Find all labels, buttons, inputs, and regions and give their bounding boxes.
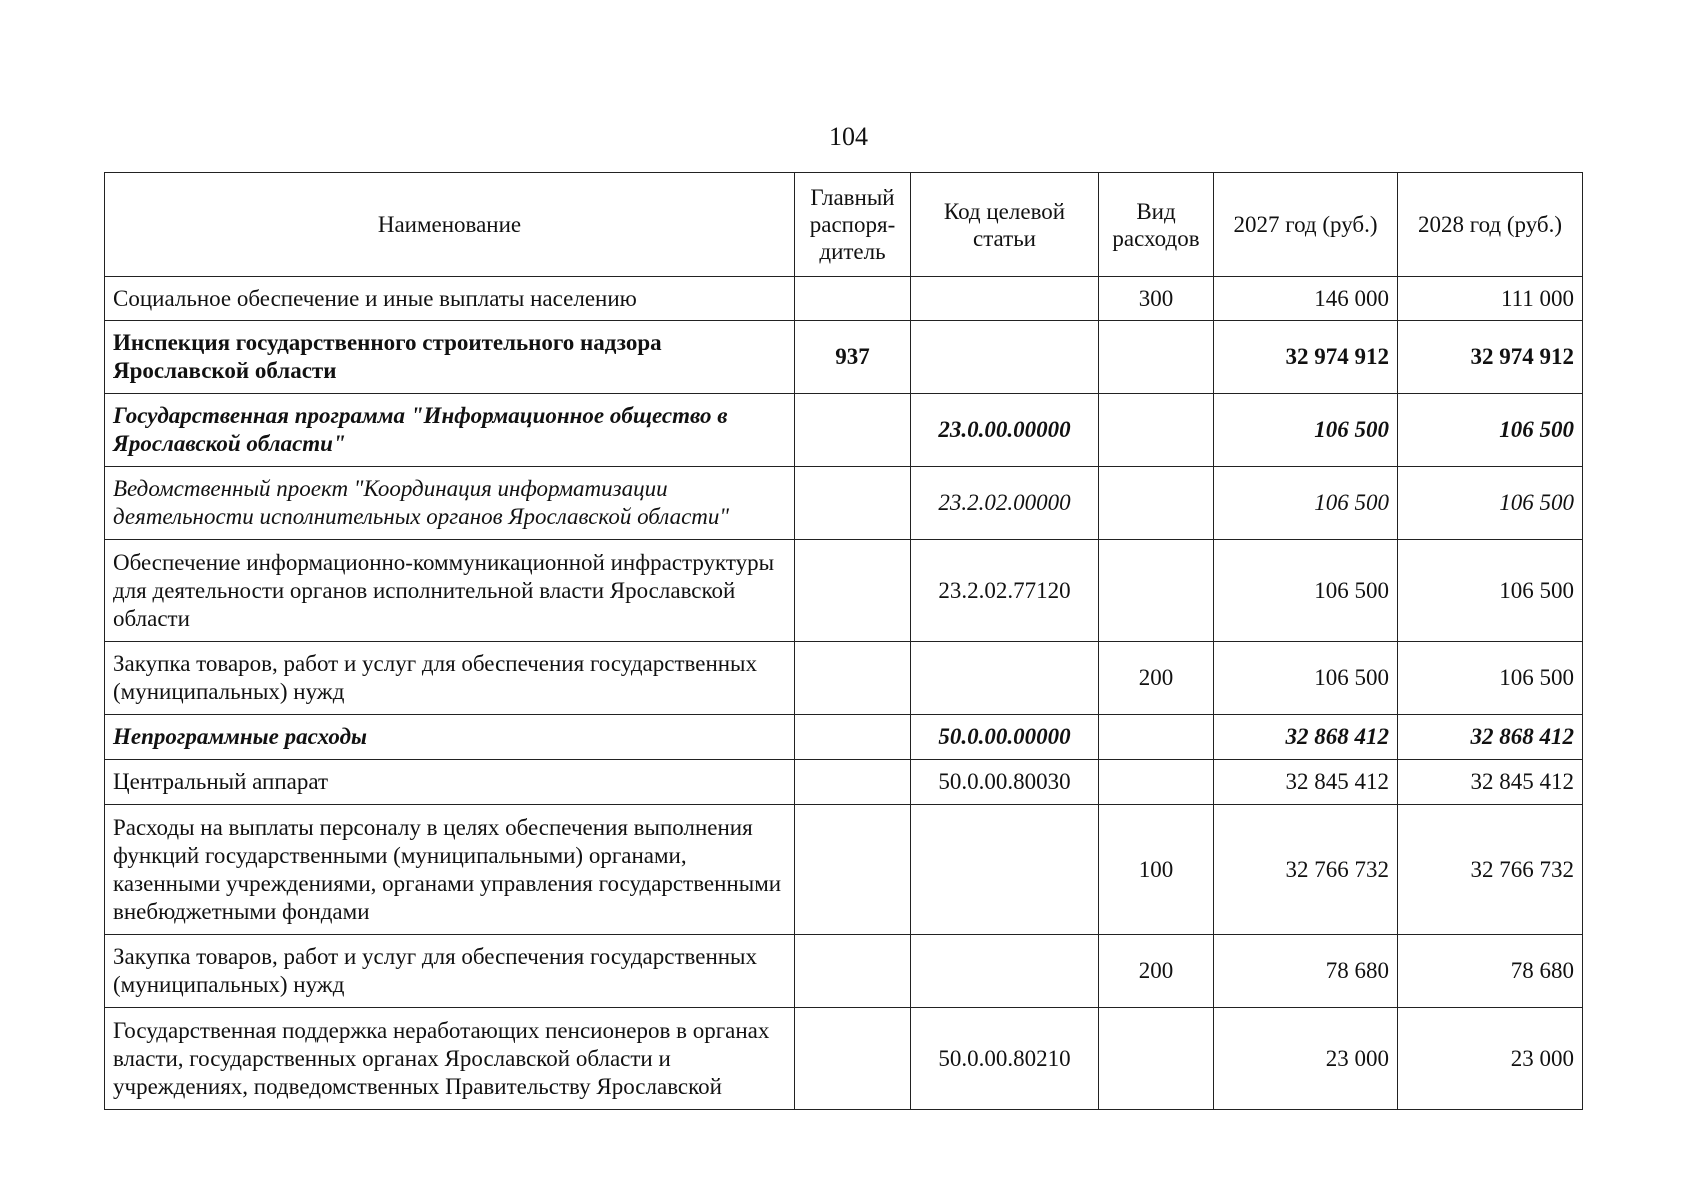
row-target-code: 50.0.00.80030	[911, 760, 1099, 805]
row-main-manager	[795, 715, 911, 760]
row-expense-type	[1099, 467, 1214, 540]
row-name: Расходы на выплаты персоналу в целях обеспечения выполнения функций государственными (муниципальными) органами, казенными учреждениями, органами управления государственными внебюджетными фондами	[105, 805, 795, 935]
row-amount-2028: 106 500	[1398, 467, 1583, 540]
row-amount-2027: 32 766 732	[1214, 805, 1398, 935]
row-name: Закупка товаров, работ и услуг для обеспечения государственных (муниципальных) нужд	[105, 642, 795, 715]
row-name: Ведомственный проект "Координация информатизации деятельности исполнительных органов Ярославской области"	[105, 467, 795, 540]
row-amount-2028: 106 500	[1398, 540, 1583, 642]
table-row	[105, 540, 1583, 642]
row-main-manager: 937	[795, 321, 911, 394]
row-name: Государственная поддержка неработающих пенсионеров в органах власти, государственных органах Ярославской области и учреждениях, подведомственных Правительству Ярославской	[105, 1008, 795, 1110]
row-expense-type	[1099, 540, 1214, 642]
table-row	[105, 760, 1583, 805]
header-name: Наименование	[105, 173, 795, 277]
row-main-manager	[795, 277, 911, 321]
row-name: Непрограммные расходы	[105, 715, 795, 760]
row-amount-2027: 106 500	[1214, 467, 1398, 540]
header-year-2027: 2027 год (руб.)	[1214, 173, 1398, 277]
row-main-manager	[795, 760, 911, 805]
row-expense-type: 200	[1099, 935, 1214, 1008]
row-amount-2028: 111 000	[1398, 277, 1583, 321]
row-amount-2028: 32 868 412	[1398, 715, 1583, 760]
row-amount-2028: 32 974 912	[1398, 321, 1583, 394]
row-amount-2028: 78 680	[1398, 935, 1583, 1008]
row-expense-type	[1099, 760, 1214, 805]
row-amount-2027: 32 868 412	[1214, 715, 1398, 760]
table-row	[105, 935, 1583, 1008]
row-expense-type: 100	[1099, 805, 1214, 935]
row-amount-2028: 32 845 412	[1398, 760, 1583, 805]
table-row	[105, 715, 1583, 760]
row-amount-2027: 146 000	[1214, 277, 1398, 321]
row-name: Обеспечение информационно-коммуникационной инфраструктуры для деятельности органов исполнительной власти Ярославской области	[105, 540, 795, 642]
row-amount-2027: 106 500	[1214, 540, 1398, 642]
row-amount-2027: 106 500	[1214, 394, 1398, 467]
row-name: Центральный аппарат	[105, 760, 795, 805]
table-row	[105, 805, 1583, 935]
row-expense-type: 200	[1099, 642, 1214, 715]
header-main-manager: Главный распоря-дитель	[795, 173, 911, 277]
page-number: 104	[829, 122, 868, 151]
row-expense-type: 300	[1099, 277, 1214, 321]
row-amount-2027: 23 000	[1214, 1008, 1398, 1110]
header-year-2028: 2028 год (руб.)	[1398, 173, 1583, 277]
row-main-manager	[795, 1008, 911, 1110]
row-name: Инспекция государственного строительного надзора Ярославской области	[105, 321, 795, 394]
row-target-code	[911, 321, 1099, 394]
row-amount-2028: 32 766 732	[1398, 805, 1583, 935]
row-main-manager	[795, 540, 911, 642]
row-amount-2027: 32 845 412	[1214, 760, 1398, 805]
table-row	[105, 642, 1583, 715]
row-target-code	[911, 642, 1099, 715]
row-amount-2027: 78 680	[1214, 935, 1398, 1008]
header-expense-type: Вид расходов	[1099, 173, 1214, 277]
row-target-code	[911, 277, 1099, 321]
row-main-manager	[795, 805, 911, 935]
row-main-manager	[795, 935, 911, 1008]
row-target-code: 23.2.02.00000	[911, 467, 1099, 540]
row-main-manager	[795, 642, 911, 715]
row-expense-type	[1099, 1008, 1214, 1110]
row-expense-type	[1099, 394, 1214, 467]
budget-table	[104, 172, 1583, 1110]
table-row	[105, 394, 1583, 467]
row-amount-2028: 106 500	[1398, 642, 1583, 715]
table-row	[105, 467, 1583, 540]
row-name: Государственная программа "Информационное общество в Ярославской области"	[105, 394, 795, 467]
table-row	[105, 277, 1583, 321]
row-main-manager	[795, 467, 911, 540]
row-main-manager	[795, 394, 911, 467]
table-row	[105, 1008, 1583, 1110]
table-row	[105, 321, 1583, 394]
row-expense-type	[1099, 321, 1214, 394]
row-target-code: 23.0.00.00000	[911, 394, 1099, 467]
row-amount-2027: 106 500	[1214, 642, 1398, 715]
row-target-code	[911, 935, 1099, 1008]
row-amount-2027: 32 974 912	[1214, 321, 1398, 394]
row-target-code: 50.0.00.00000	[911, 715, 1099, 760]
header-target-code: Код целевой статьи	[911, 173, 1099, 277]
table-header-row	[105, 173, 1583, 277]
row-target-code: 50.0.00.80210	[911, 1008, 1099, 1110]
row-target-code	[911, 805, 1099, 935]
row-target-code: 23.2.02.77120	[911, 540, 1099, 642]
row-name: Закупка товаров, работ и услуг для обеспечения государственных (муниципальных) нужд	[105, 935, 795, 1008]
row-amount-2028: 23 000	[1398, 1008, 1583, 1110]
row-amount-2028: 106 500	[1398, 394, 1583, 467]
row-expense-type	[1099, 715, 1214, 760]
row-name: Социальное обеспечение и иные выплаты населению	[105, 277, 795, 321]
